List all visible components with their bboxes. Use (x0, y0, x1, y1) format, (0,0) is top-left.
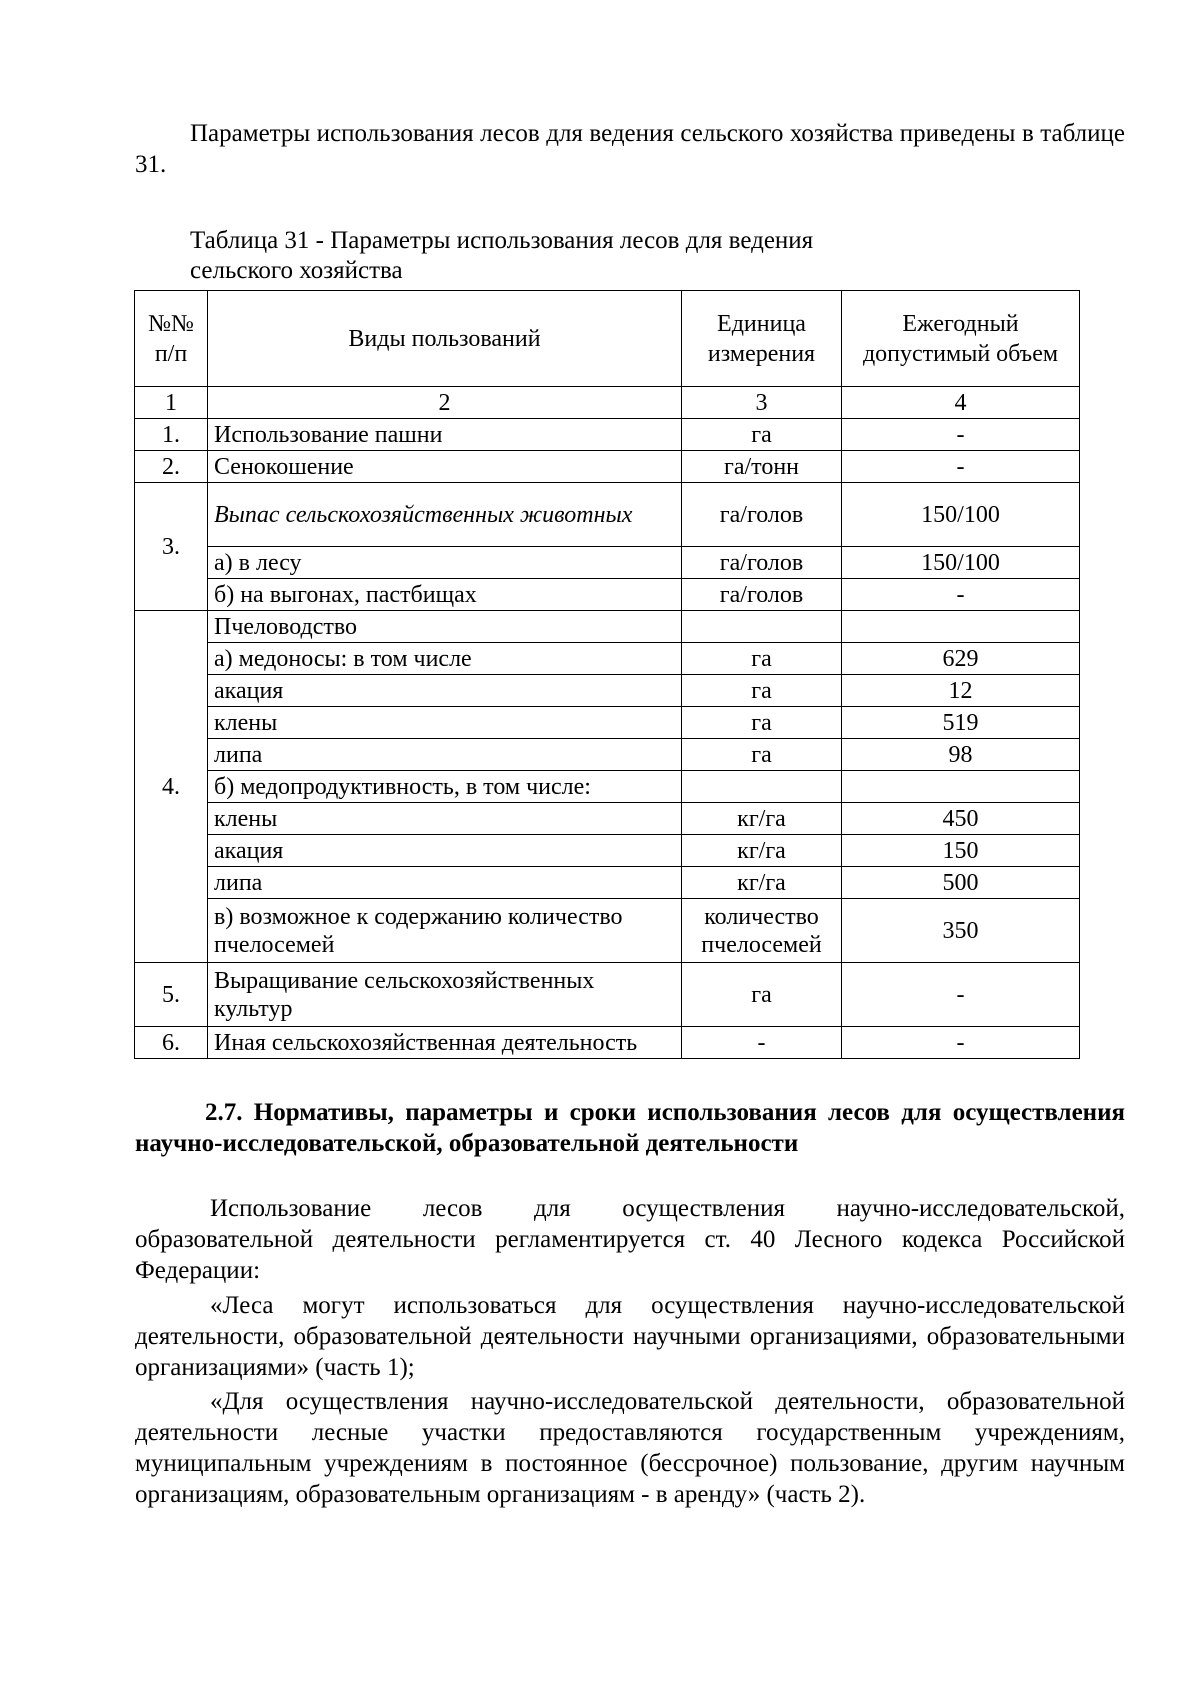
row-num: 5. (135, 963, 208, 1027)
row-value (842, 771, 1080, 803)
row-unit: кг/га (682, 803, 842, 835)
table-header-row (135, 291, 1080, 387)
table-row (135, 419, 1080, 451)
header-unit: Единица измерения (682, 291, 842, 387)
row-value: 150/100 (842, 547, 1080, 579)
row-value: - (842, 963, 1080, 1027)
row-num: 4. (135, 611, 208, 963)
col-number: 4 (842, 387, 1080, 419)
row-name: акация (208, 835, 682, 867)
paragraph: «Леса могут использоваться для осуществления научно-исследовательской деятельности, образовательной деятельности научными организациями, образовательными организациями» (часть 1); (135, 1292, 1125, 1381)
row-unit: кг/га (682, 835, 842, 867)
row-num: 3. (135, 483, 208, 611)
table-row (135, 835, 1080, 867)
col-number: 2 (208, 387, 682, 419)
col-number: 1 (135, 387, 208, 419)
row-name: а) медоносы: в том числе (208, 643, 682, 675)
table-row (135, 803, 1080, 835)
row-name: б) на выгонах, пастбищах (208, 579, 682, 611)
row-name: Иная сельскохозяйственная деятельность (208, 1027, 682, 1059)
row-unit: га (682, 419, 842, 451)
row-name: Использование пашни (208, 419, 682, 451)
table-row (135, 547, 1080, 579)
column-number-row (135, 387, 1080, 419)
table-row (135, 707, 1080, 739)
table-row (135, 483, 1080, 547)
table-row (135, 867, 1080, 899)
row-name: а) в лесу (208, 547, 682, 579)
table-row (135, 643, 1080, 675)
row-name: клены (208, 803, 682, 835)
row-value: 450 (842, 803, 1080, 835)
section-heading: 2.7. Нормативы, параметры и сроки использования лесов для осуществления научно-исследовательской, образовательной деятельности (135, 1099, 1125, 1157)
row-value: 12 (842, 675, 1080, 707)
row-value: - (842, 1027, 1080, 1059)
row-name: Выпас сельскохозяйственных животных (208, 483, 682, 547)
row-unit (682, 611, 842, 643)
table-row (135, 579, 1080, 611)
table-row (135, 739, 1080, 771)
row-unit: га (682, 643, 842, 675)
row-unit (682, 771, 842, 803)
row-name: липа (208, 867, 682, 899)
row-value: - (842, 579, 1080, 611)
header-num: №№ п/п (135, 291, 208, 387)
row-unit: га (682, 963, 842, 1027)
intro-paragraph: Параметры использования лесов для ведения сельского хозяйства приведены в таблице 31. (135, 120, 1125, 178)
row-unit: количество пчелосемей (682, 899, 842, 963)
row-value: - (842, 419, 1080, 451)
row-value: 629 (842, 643, 1080, 675)
row-value (842, 611, 1080, 643)
row-value: - (842, 451, 1080, 483)
table-caption-line2: сельского хозяйства (190, 257, 403, 284)
row-name: в) возможное к содержанию количество пчелосемей (208, 899, 682, 963)
row-unit: - (682, 1027, 842, 1059)
row-value: 350 (842, 899, 1080, 963)
row-name: липа (208, 739, 682, 771)
row-value: 500 (842, 867, 1080, 899)
row-name: клены (208, 707, 682, 739)
row-num: 6. (135, 1027, 208, 1059)
table-31 (134, 290, 1080, 1059)
row-name: Пчеловодство (208, 611, 682, 643)
table-row (135, 899, 1080, 963)
row-value: 150/100 (842, 483, 1080, 547)
paragraph: «Для осуществления научно-исследовательской деятельности, образовательной деятельности лесные участки предоставляются государственным учреждениям, муниципальным учреждениям в постоянное (бессрочное) пользование, другим научным организациям, образовательным организациям - в аренду» (часть 2). (135, 1388, 1125, 1508)
row-unit: га/тонн (682, 451, 842, 483)
row-unit: кг/га (682, 867, 842, 899)
row-name: Сенокошение (208, 451, 682, 483)
row-unit: га/голов (682, 483, 842, 547)
row-name: Выращивание сельскохозяйственных культур (208, 963, 682, 1027)
row-unit: га/голов (682, 579, 842, 611)
table-caption (190, 226, 950, 286)
row-value: 519 (842, 707, 1080, 739)
row-num: 1. (135, 419, 208, 451)
table-row (135, 675, 1080, 707)
table-row (135, 963, 1080, 1027)
row-name: б) медопродуктивность, в том числе: (208, 771, 682, 803)
table-row (135, 451, 1080, 483)
table-caption-line1: Таблица 31 - Параметры использования лесов для ведения (190, 227, 814, 254)
col-number: 3 (682, 387, 842, 419)
table-row (135, 771, 1080, 803)
row-value: 150 (842, 835, 1080, 867)
row-unit: га (682, 707, 842, 739)
header-type: Виды пользований (208, 291, 682, 387)
row-num: 2. (135, 451, 208, 483)
paragraph: Использование лесов для осуществления научно-исследовательской, образовательной деятельности регламентируется ст. 40 Лесного кодекса Российской Федерации: (135, 1195, 1125, 1284)
row-value: 98 (842, 739, 1080, 771)
row-unit: га (682, 675, 842, 707)
row-unit: га (682, 739, 842, 771)
header-volume: Ежегодный допустимый объем (842, 291, 1080, 387)
table-row (135, 1027, 1080, 1059)
row-name: акация (208, 675, 682, 707)
row-unit: га/голов (682, 547, 842, 579)
table-row (135, 611, 1080, 643)
